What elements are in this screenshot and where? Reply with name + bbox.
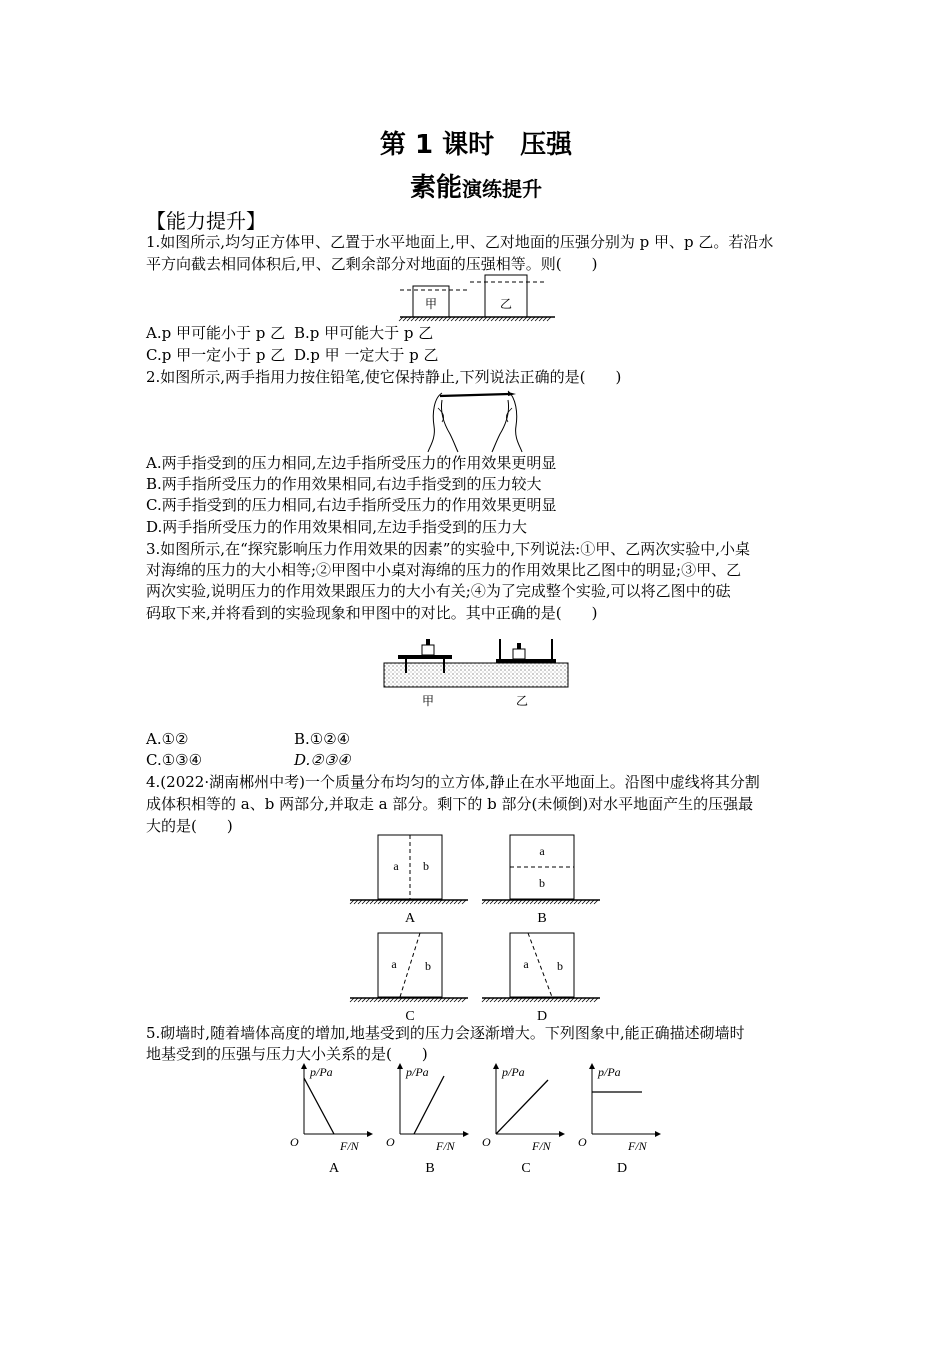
q1-label-a: 甲 <box>424 297 438 311</box>
svg-text:F/N: F/N <box>340 1139 359 1153</box>
q5-graph-line <box>496 1080 548 1134</box>
q4-figure <box>348 830 608 1025</box>
svg-text:a: a <box>393 859 399 873</box>
svg-text:D: D <box>616 1161 628 1176</box>
svg-text:p/Pa: p/Pa <box>310 1065 333 1079</box>
q5-graph-A <box>290 1065 370 1176</box>
svg-text:F/N: F/N <box>436 1139 455 1153</box>
subtitle-big: 素能 <box>409 173 462 203</box>
svg-text:A: A <box>404 911 416 926</box>
q3-line2: 对海绵的压力的大小相等;②甲图中小桌对海绵的压力的作用效果比乙图中的明显;③甲、乙 <box>146 561 742 579</box>
svg-text:O: O <box>578 1135 587 1149</box>
svg-text:p/Pa: p/Pa <box>406 1065 429 1079</box>
svg-text:C: C <box>521 1161 531 1176</box>
q5-graph-line <box>414 1076 444 1134</box>
q2-option-a: A.两手指受到的压力相同,左边手指所受压力的作用效果更明显 <box>146 454 557 472</box>
q1-label-b: 乙 <box>499 297 513 311</box>
q3-option-a: A.①② <box>146 730 189 748</box>
q3-sponge-figure <box>380 625 575 710</box>
q1-line2: 平方向截去相同体积后,甲、乙剩余部分对地面的压强相等。则( ) <box>146 255 598 273</box>
q1-option-c: C.p 甲一定小于 p 乙 <box>146 346 286 364</box>
q3-label-a: 甲 <box>421 694 435 708</box>
q3-option-b: B.①②④ <box>294 730 351 748</box>
svg-text:F/N: F/N <box>628 1139 647 1153</box>
q2-option-b: B.两手指所受压力的作用效果相同,右边手指受到的压力较大 <box>146 475 542 493</box>
svg-text:O: O <box>386 1135 395 1149</box>
section-heading: 【能力提升】 <box>146 209 266 233</box>
q3-line3: 两次实验,说明压力的作用效果跟压力的大小有关;④为了完成整个实验,可以将乙图中的砝 <box>146 582 731 600</box>
svg-text:B: B <box>537 911 547 926</box>
q5-graph-C <box>482 1065 562 1176</box>
q5-line2: 地基受到的压强与压力大小关系的是( ) <box>146 1045 428 1063</box>
q1-option-b: B.p 甲可能大于 p 乙 <box>294 324 434 342</box>
svg-text:B: B <box>425 1161 435 1176</box>
svg-text:F/N: F/N <box>532 1139 551 1153</box>
svg-text:b: b <box>423 859 429 873</box>
svg-text:D: D <box>536 1009 548 1024</box>
q3-option-d: D.②③④ <box>294 751 351 769</box>
q3-label-b: 乙 <box>515 694 529 708</box>
q1-figure <box>395 272 560 322</box>
q5-graph-D <box>578 1065 658 1176</box>
q1-option-d: D.p 甲 一定大于 p 乙 <box>294 346 439 364</box>
svg-text:b: b <box>425 959 431 973</box>
svg-text:C: C <box>405 1009 415 1024</box>
q2-pencil-figure <box>420 388 530 454</box>
svg-text:O: O <box>290 1135 299 1149</box>
q5-line1: 5.砌墙时,随着墙体高度的增加,地基受到的压力会逐渐增大。下列图象中,能正确描述砌墙时 <box>146 1024 745 1042</box>
q5-graph-line <box>304 1078 334 1134</box>
q5-graph-B <box>386 1065 466 1176</box>
q4-line2: 成体积相等的 a、b 两部分,并取走 a 部分。剩下的 b 部分(未倾倒)对水平地面产生的压强最 <box>146 795 754 813</box>
svg-text:b: b <box>539 876 545 890</box>
svg-text:a: a <box>523 957 529 971</box>
q3-line1: 3.如图所示,在“探究影响压力作用效果的因素”的实验中,下列说法:①甲、乙两次实验中,小桌 <box>146 540 751 558</box>
svg-text:A: A <box>328 1161 340 1176</box>
q2-line1: 2.如图所示,两手指用力按住铅笔,使它保持静止,下列说法正确的是( ) <box>146 368 622 386</box>
q3-option-c: C.①③④ <box>146 751 203 769</box>
svg-text:a: a <box>539 844 545 858</box>
page-title: 第 1 课时 压强 <box>379 130 573 160</box>
q5-graphs <box>286 1058 666 1178</box>
q1-option-a: A.p 甲可能小于 p 乙 <box>146 324 286 342</box>
q2-option-d: D.两手指所受压力的作用效果相同,左边手指受到的压力大 <box>146 518 528 536</box>
svg-text:b: b <box>557 959 563 973</box>
svg-text:a: a <box>391 957 397 971</box>
q3-line4: 码取下来,并将看到的实验现象和甲图中的对比。其中正确的是( ) <box>146 604 598 622</box>
svg-text:O: O <box>482 1135 491 1149</box>
q1-line1: 1.如图所示,均匀正方体甲、乙置于水平地面上,甲、乙对地面的压强分别为 p 甲、p 乙。若沿水 <box>146 233 774 251</box>
svg-text:p/Pa: p/Pa <box>598 1065 621 1079</box>
q4-line3: 大的是( ) <box>146 817 233 835</box>
q2-option-c: C.两手指受到的压力相同,右边手指所受压力的作用效果更明显 <box>146 496 557 514</box>
subtitle-small: 演练提升 <box>462 177 542 201</box>
svg-text:p/Pa: p/Pa <box>502 1065 525 1079</box>
q4-line1: 4.(2022·湖南郴州中考)一个质量分布均匀的立方体,静止在水平地面上。沿图中虚线将其分割 <box>146 773 760 791</box>
page-subtitle <box>0 167 952 204</box>
